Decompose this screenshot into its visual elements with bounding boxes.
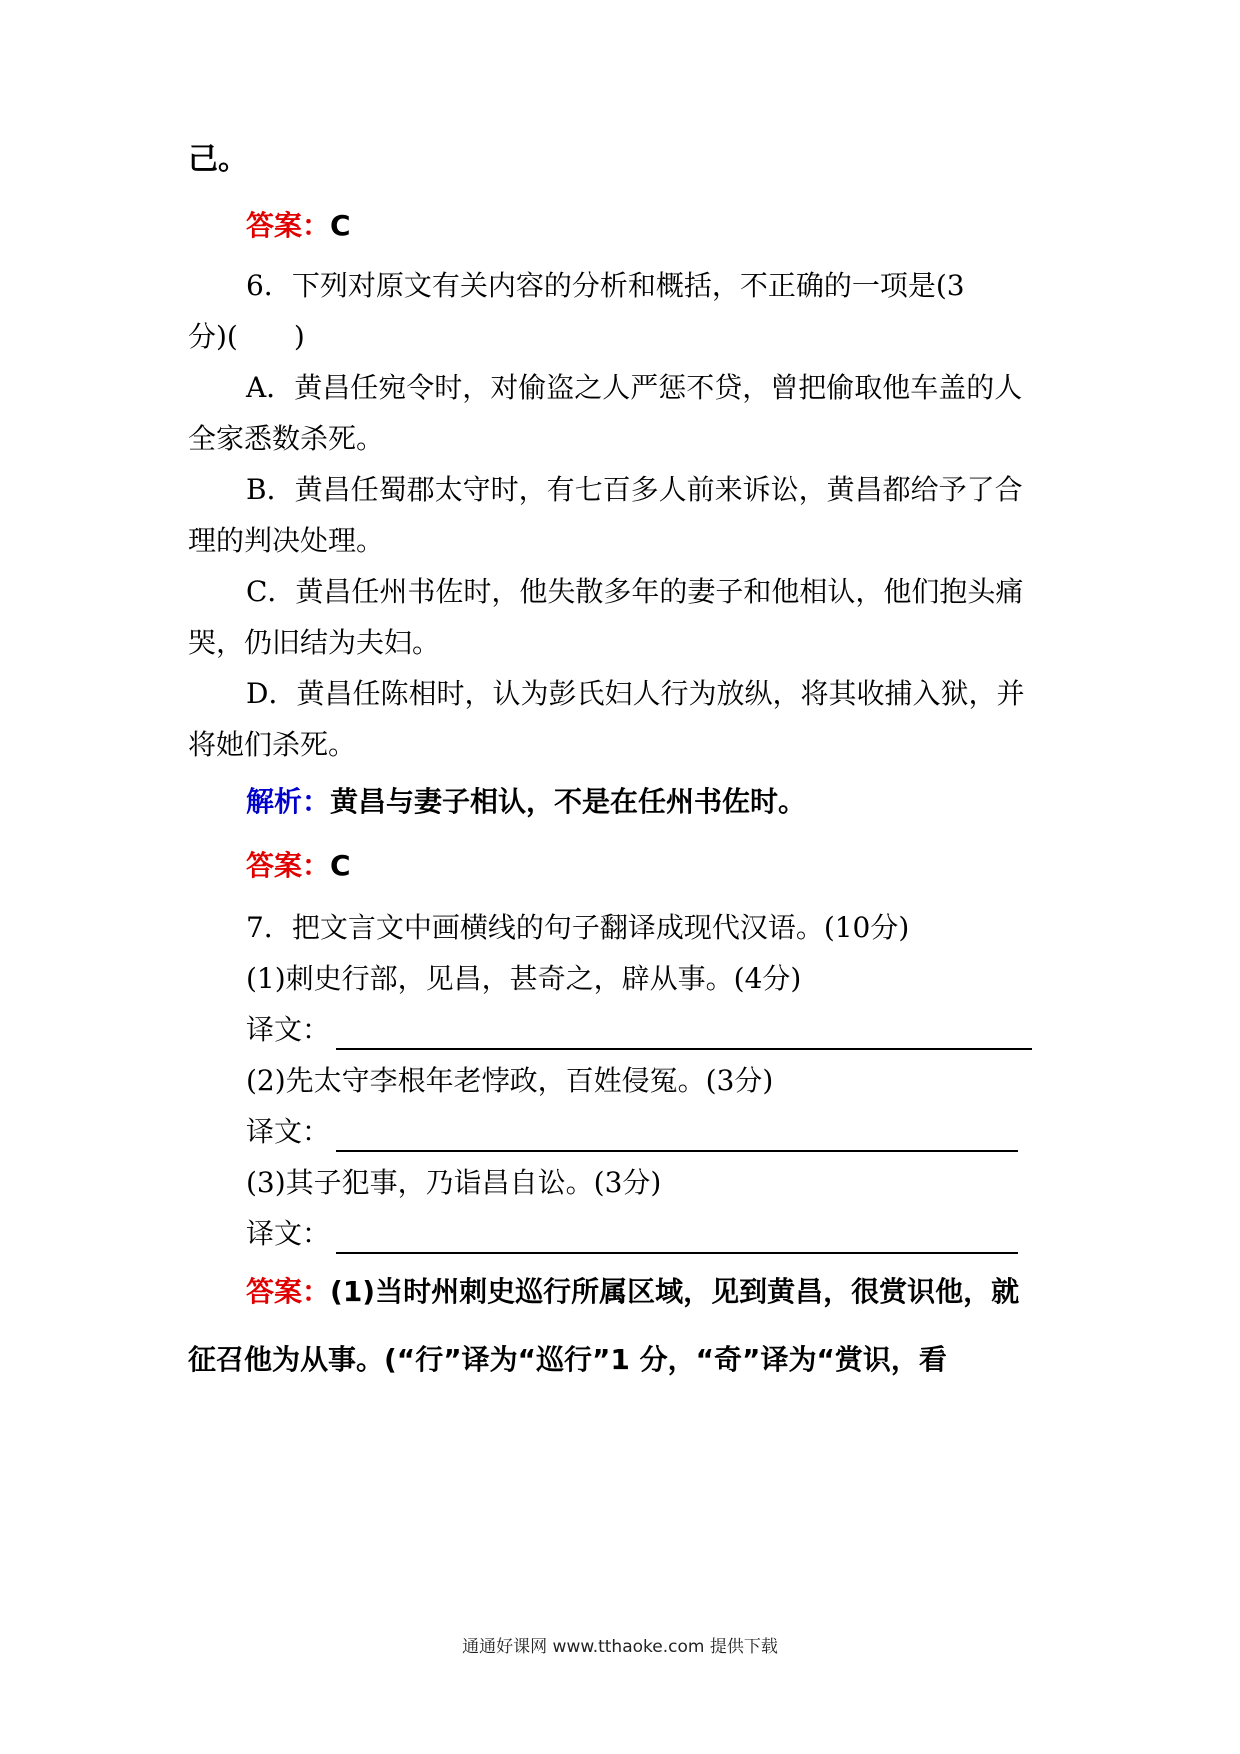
translation-label: 译文： — [246, 1217, 331, 1250]
answer-label: 答案： — [246, 849, 331, 882]
translation-2 — [246, 1112, 1018, 1152]
question-7: 7．把文言文中画横线的句子翻译成现代汉语。(10分) — [246, 911, 910, 944]
option-d-cont: 将她们杀死。 — [188, 728, 357, 761]
translation-1 — [246, 1010, 1032, 1050]
answer-label: 答案： — [246, 1275, 331, 1308]
sentence-3: (3)其子犯事，乃诣昌自讼。(3分) — [246, 1166, 662, 1199]
option-d: D．黄昌任陈相时，认为彭氏妇人行为放纵，将其收捕入狱，并 — [246, 677, 1025, 710]
answer-line — [246, 206, 351, 246]
translation-blank-2[interactable] — [336, 1122, 1018, 1152]
translation-blank-3[interactable] — [336, 1224, 1018, 1254]
answer-value: C — [330, 849, 351, 882]
answer-7-cont: 征召他为从事。(“行”译为“巡行”1 分，“奇”译为“赏识，看 — [188, 1343, 947, 1376]
translation-3 — [246, 1214, 1018, 1254]
option-c-cont: 哭，仍旧结为夫妇。 — [188, 626, 441, 659]
translation-blank-1[interactable] — [336, 1020, 1032, 1050]
analysis-text: 黄昌与妻子相认，不是在任州书佐时。 — [330, 785, 807, 818]
question-6: 6．下列对原文有关内容的分析和概括，不正确的一项是(3 — [246, 269, 965, 302]
option-a: A．黄昌任宛令时，对偷盗之人严惩不贷，曾把偷取他车盖的人 — [246, 371, 1023, 404]
answer-label: 答案： — [246, 209, 331, 242]
option-a-cont: 全家悉数杀死。 — [188, 422, 385, 455]
answer-line — [246, 846, 351, 886]
analysis-line — [246, 782, 806, 822]
translation-label: 译文： — [246, 1013, 331, 1046]
question-6-cont: 分)( ) — [188, 320, 305, 353]
analysis-label: 解析： — [246, 785, 331, 818]
answer-text: (1)当时州刺史巡行所属区域，见到黄昌，很赏识他，就 — [330, 1275, 1020, 1308]
answer-7-line — [246, 1272, 1019, 1312]
answer-value: C — [330, 209, 351, 242]
footer: 通通好课网 www.tthaoke.com 提供下载 — [462, 1637, 778, 1657]
sentence-2: (2)先太守李根年老悖政，百姓侵冤。(3分) — [246, 1064, 774, 1097]
translation-label: 译文： — [246, 1115, 331, 1148]
option-c: C．黄昌任州书佐时，他失散多年的妻子和他相认，他们抱头痛 — [246, 575, 1024, 608]
option-b: B．黄昌任蜀郡太守时，有七百多人前来诉讼，黄昌都给予了合 — [246, 473, 1023, 506]
option-b-cont: 理的判决处理。 — [188, 524, 385, 557]
text-line: 己。 — [188, 142, 248, 177]
sentence-1: (1)刺史行部，见昌，甚奇之，辟从事。(4分) — [246, 962, 802, 995]
